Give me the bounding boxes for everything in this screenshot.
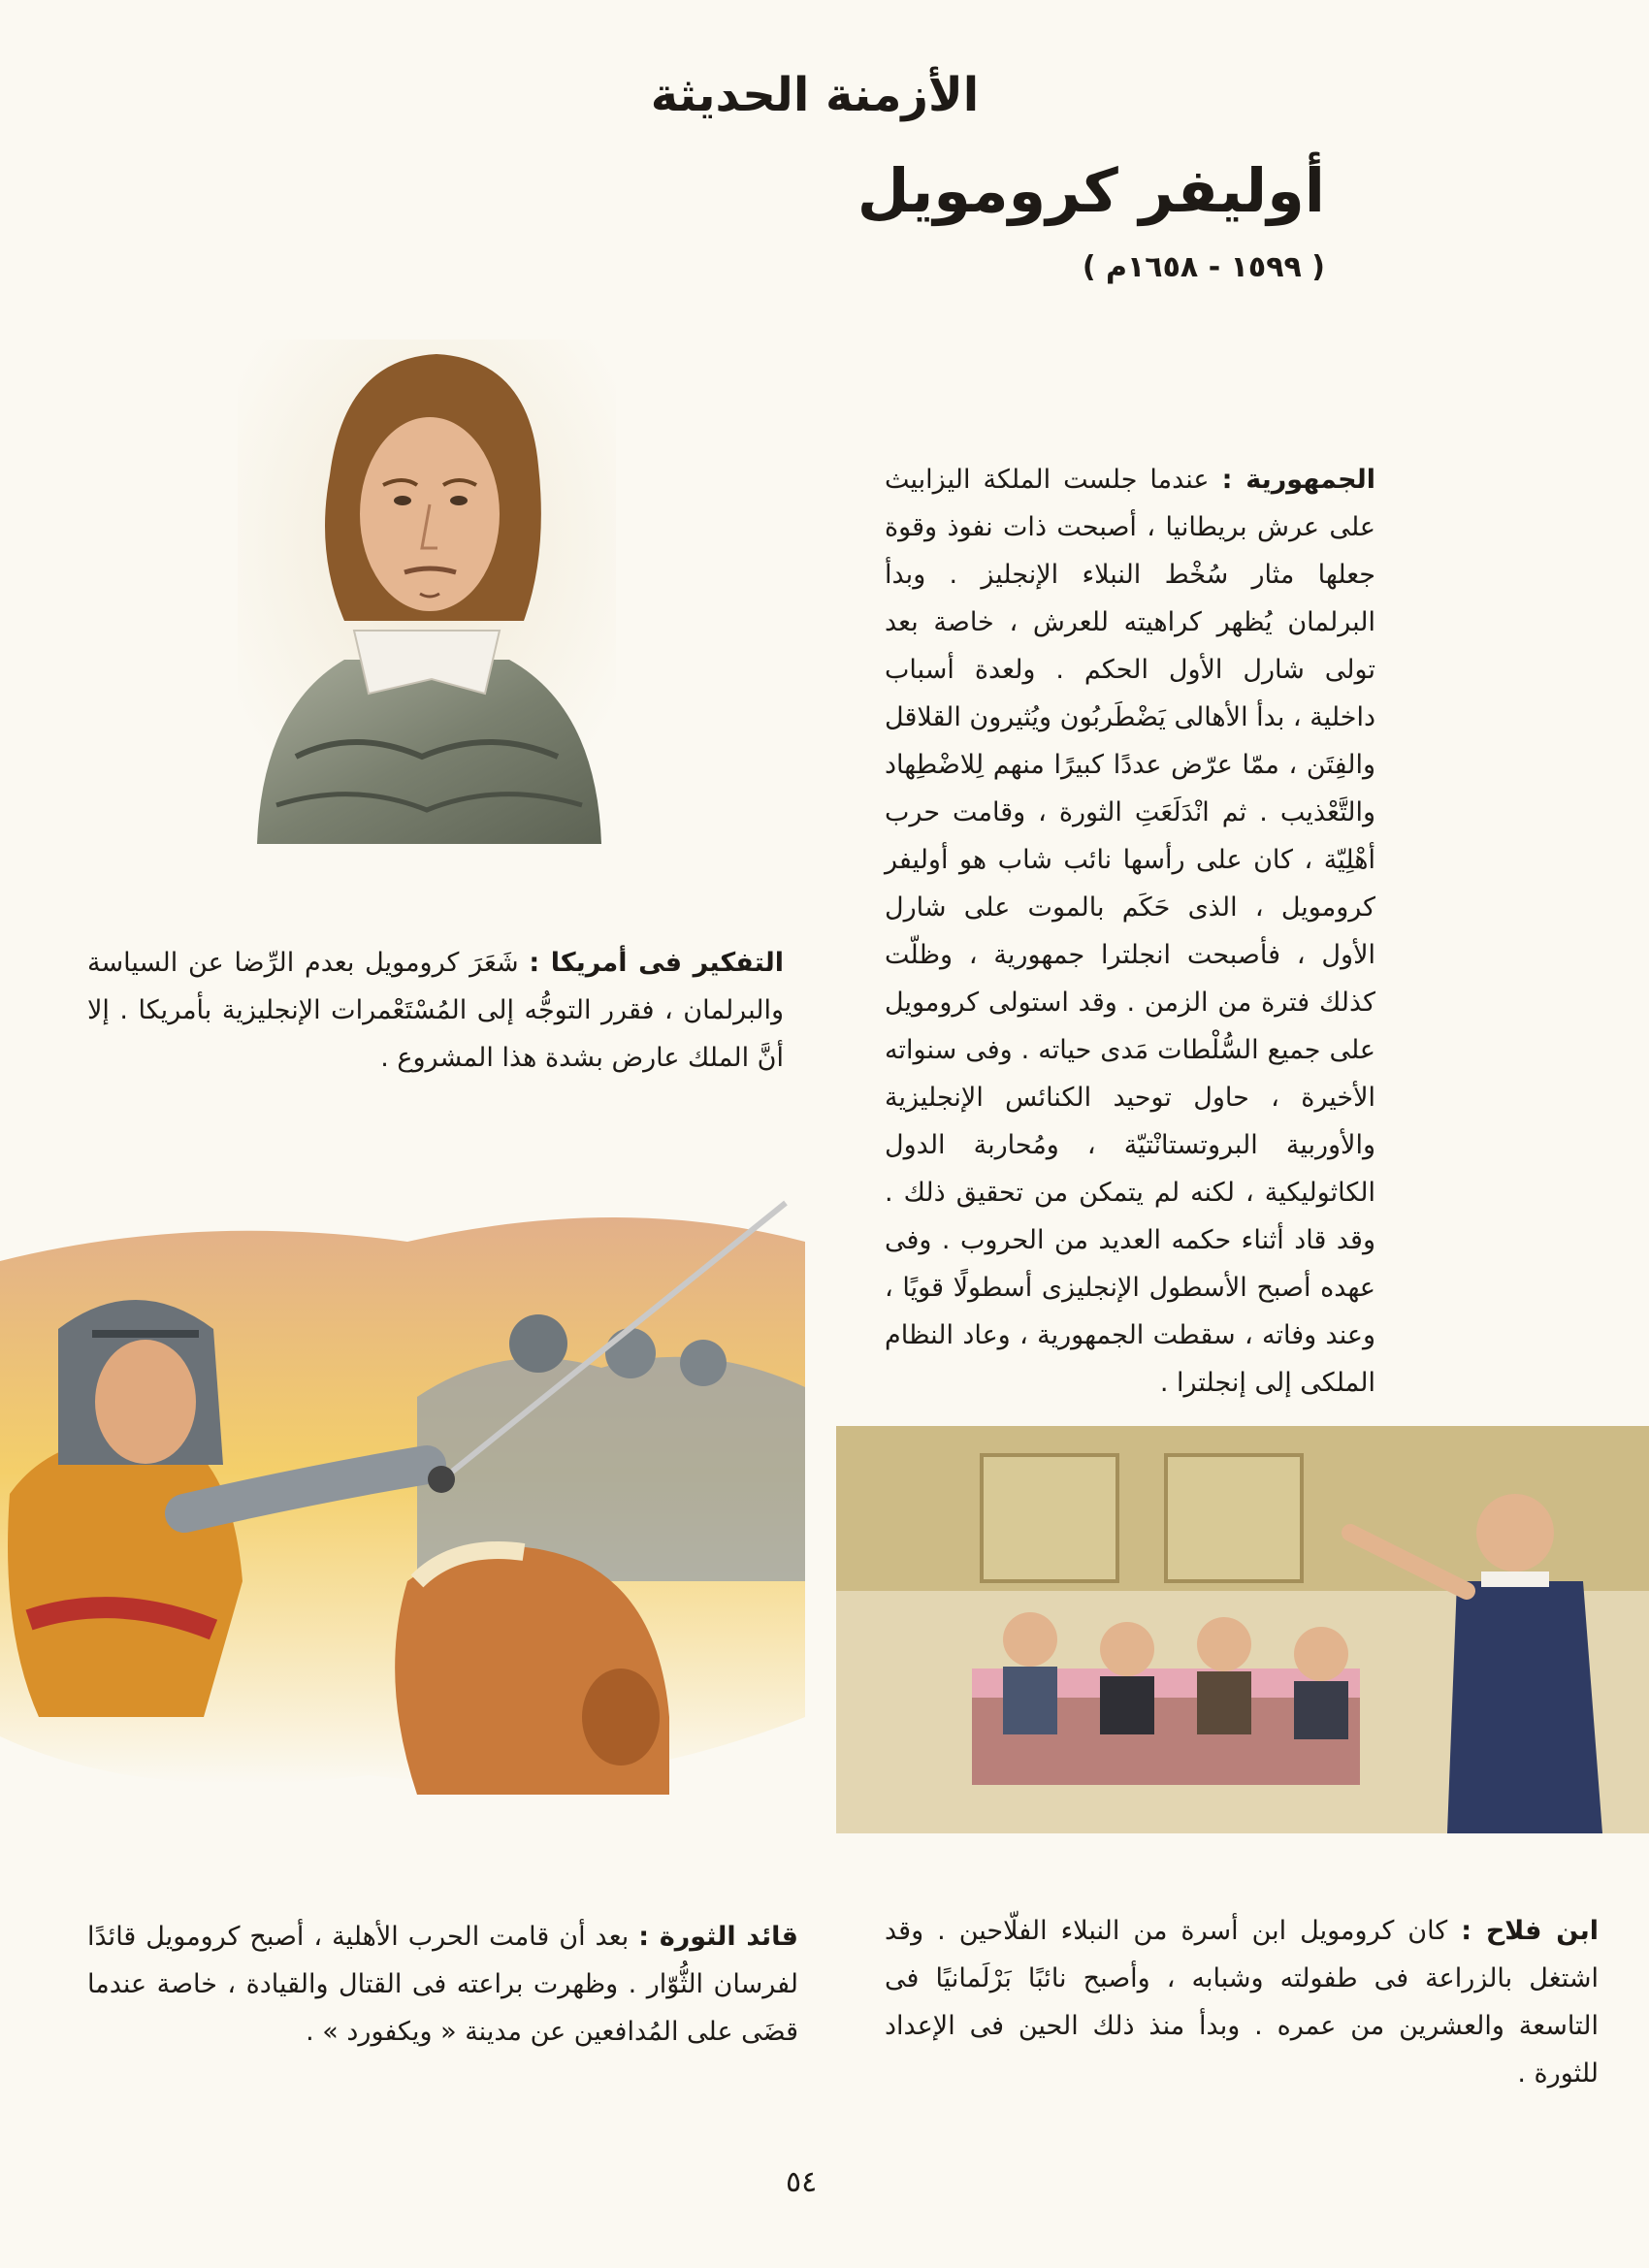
- cromwell-portrait-illustration: [238, 340, 616, 844]
- article-dates: ( ١٥٩٩ - ١٦٥٨م ): [1082, 250, 1325, 284]
- republic-heading: الجمهورية :: [1221, 465, 1375, 495]
- farmer-text: كان كرومويل ابن أسرة من النبلاء الفلّاحين . وقد اشتغل بالزراعة فى طفولته وشبابه ، وأصبح نائبًا بَرْلَمانيًا فى التاسعة والعشرين من عمره . وبدأ منذ ذلك الحين فى الإعداد للثورة .: [885, 1916, 1599, 2089]
- farmer-heading: ابن فلاح :: [1461, 1916, 1599, 1946]
- america-paragraph: [87, 939, 784, 1082]
- america-text: شَعَرَ كرومويل بعدم الرِّضا عن السياسة والبرلمان ، فقرر التوجُّه إلى المُسْتَعْمرات الإنجليزية بأمريكا . إلا أنَّ الملك عارض بشدة هذا المشروع .: [87, 948, 784, 1073]
- republic-text: عندما جلست الملكة اليزابيث على عرش بريطانيا ، أصبحت ذات نفوذ وقوة جعلها مثار سُخْط النبلاء الإنجليز . وبدأ البرلمان يُظهر كراهيته للعرش ، خاصة بعد تولى شارل الأول الحكم . ولعدة أسباب داخلية ، بدأ الأهالى يَضْطَربُون ويُثيرون القلاقل والفِتَن ، ممّا عرّض عددًا كبيرًا منهم لِلاضْطِهاد والتَّعْذيب . ثم انْدَلَعَتِ الثورة ، وقامت حرب أهْلِيّة ، كان على رأسها نائب شاب هو أوليفر كرومويل ، الذى حَكَم بالموت على شارل الأول ، فأصبحت انجلترا جمهورية ، وظلّت كذلك فترة من الزمن . وقد استولى كرومويل على جميع السُّلْطات مَدى حياته . وفى سنواته الأخيرة ، حاول توحيد الكنائس الإنجليزية والأوربية البروتستانْتيّة ، ومُحاربة الدول الكاثوليكية ، لكنه لم يتمكن من تحقيق ذلك . وقد قاد أثناء حكمه العديد من الحروب . وفى عهده أصبح الأسطول الإنجليزى أسطولًا قويًا ، وعند وفاته ، سقطت الجمهورية ، وعاد النظام الملكى إلى إنجلترا .: [885, 465, 1375, 1398]
- leader-paragraph: [87, 1913, 798, 2056]
- america-heading: التفكير فى أمريكا :: [529, 948, 785, 978]
- farmer-paragraph: [885, 1907, 1599, 2097]
- parliament-scene-illustration: [836, 1426, 1649, 1833]
- leader-heading: قائد الثورة :: [638, 1922, 798, 1952]
- page-number: ٥٤: [786, 2165, 818, 2199]
- cavalry-battle-illustration: [0, 1174, 805, 1804]
- section-title: الأزمنة الحديثة: [650, 68, 980, 122]
- leader-text: بعد أن قامت الحرب الأهلية ، أصبح كرومويل قائدًا لفرسان الثُّوّار . وظهرت براعته فى القتال والقيادة ، خاصة عندما قضَى على المُدافعين عن مدينة « ويكفورد » .: [87, 1922, 798, 2047]
- republic-paragraph: [885, 456, 1375, 1407]
- article-title: أوليفر كرومويل: [857, 155, 1325, 226]
